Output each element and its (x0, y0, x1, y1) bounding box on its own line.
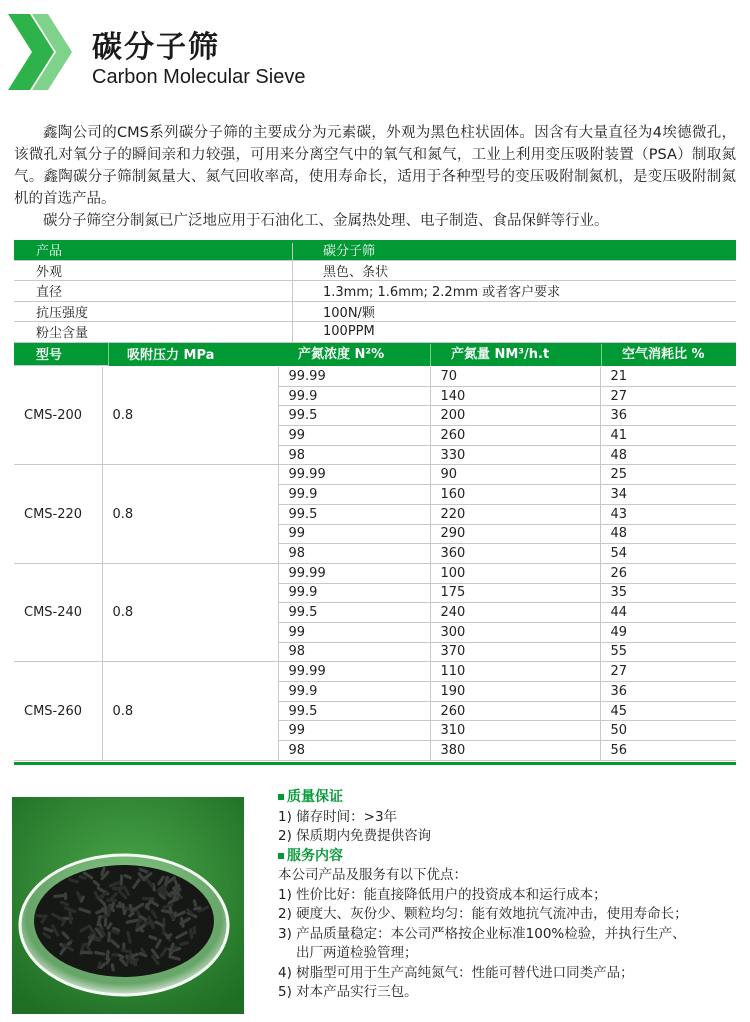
yield-cell: 260 (430, 426, 600, 446)
carbon-pellets-in-glass-dish-image (12, 797, 244, 1014)
info-side (278, 788, 740, 1003)
column-header-pressure: 吸附压力 MPa (109, 343, 737, 366)
spec-label: 抗压强度 (14, 301, 293, 322)
pellet-shape (193, 926, 196, 935)
column-header-model: 型号 (14, 343, 109, 366)
purity-cell: 99.5 (278, 504, 430, 524)
square-bullet-icon (278, 794, 284, 800)
purity-cell: 99.5 (278, 603, 430, 623)
air-ratio-cell: 34 (600, 485, 736, 505)
spec-row (14, 281, 736, 302)
purity-cell: 98 (278, 741, 430, 761)
air-ratio-cell: 21 (600, 367, 736, 386)
carbon-pellets-image (12, 797, 244, 1014)
data-table (14, 367, 736, 761)
air-ratio-cell: 45 (600, 701, 736, 721)
air-ratio-cell: 54 (600, 544, 736, 564)
yield-cell: 190 (430, 682, 600, 702)
table-row (14, 367, 736, 386)
column-header-air-ratio: 空气消耗比 % (622, 347, 705, 362)
spec-value: 100N/颗 (293, 301, 737, 322)
purity-cell: 99.9 (278, 583, 430, 603)
spec-row (14, 301, 736, 322)
service-item: 1) 性价比好：能直接降低用户的投资成本和运行成本； (278, 886, 607, 903)
spec-header-label: 产品 (14, 240, 293, 260)
yield-cell: 160 (430, 485, 600, 505)
pellet-shape (106, 899, 117, 902)
spec-label: 直径 (14, 281, 293, 302)
service-item: 2) 硬度大、灰份少、颗粒均匀：能有效地抗气流冲击，使用寿命长； (278, 906, 688, 922)
service-lead: 本公司产品及服务有以下优点： (278, 867, 467, 883)
air-ratio-cell: 27 (600, 386, 736, 406)
column-header-purity: 产氮浓度 N²% (278, 344, 431, 366)
yield-cell: 100 (430, 563, 600, 583)
service-section-title: 服务内容 (278, 847, 740, 867)
purity-cell: 99.9 (278, 682, 430, 702)
purity-cell: 99.99 (278, 563, 430, 583)
model-cell: CMS-240 (14, 563, 102, 661)
yield-cell: 260 (430, 701, 600, 721)
table-bottom-border (14, 762, 736, 765)
pressure-cell: 0.8 (102, 465, 278, 563)
purity-cell: 99.5 (278, 701, 430, 721)
model-cell: CMS-260 (14, 662, 102, 760)
spec-header-row (14, 240, 736, 260)
purity-cell: 98 (278, 544, 430, 564)
yield-cell: 90 (430, 465, 600, 485)
purity-cell: 98 (278, 642, 430, 662)
quality-section-title: 质量保证 (278, 788, 740, 808)
intro-text (14, 122, 736, 232)
yield-cell: 175 (430, 583, 600, 603)
yield-cell: 300 (430, 622, 600, 642)
air-ratio-cell: 48 (600, 445, 736, 465)
column-header-yield: 产氮量 NM³/h.t (431, 344, 602, 366)
pressure-cell: 0.8 (102, 367, 278, 465)
air-ratio-cell: 26 (600, 563, 736, 583)
purity-cell: 99.9 (278, 386, 430, 406)
table-header-right (278, 344, 736, 366)
purity-cell: 99 (278, 721, 430, 741)
table-row (14, 662, 736, 682)
yield-cell: 110 (430, 662, 600, 682)
spec-header-value: 碳分子筛 (293, 240, 737, 260)
air-ratio-cell: 49 (600, 622, 736, 642)
yield-cell: 220 (430, 504, 600, 524)
spec-value: 黑色、条状 (293, 260, 737, 281)
purity-cell: 99 (278, 524, 430, 544)
spec-row (14, 260, 736, 281)
pellet-shape (104, 918, 108, 927)
air-ratio-cell: 50 (600, 721, 736, 741)
yield-cell: 360 (430, 544, 600, 564)
pellet-shape (116, 904, 124, 908)
spec-label: 外观 (14, 260, 293, 281)
spec-row (14, 322, 736, 343)
pellet-shape (112, 887, 122, 891)
intro-paragraph-1: 鑫陶公司的CMS系列碳分子筛的主要成分为元素碳，外观为黑色柱状固体。因含有大量直径为4埃德微孔，该微孔对氧分子的瞬间亲和力较强，可用来分离空气中的氧气和氮气，工业上利用变压吸附装置（PSA）制取氮气。鑫陶碳分子筛制氮量大、氮气回收率高，使用寿命长，适用于各种型号的变压吸附制氮机，是变压吸附制氮机的首选产品。 (14, 125, 736, 207)
air-ratio-cell: 35 (600, 583, 736, 603)
air-ratio-cell: 27 (600, 662, 736, 682)
quality-item: 1) 储存时间：>3年 (278, 808, 398, 825)
purity-cell: 99.99 (278, 465, 430, 485)
pellet-shape (35, 914, 45, 918)
air-ratio-cell: 41 (600, 426, 736, 446)
purity-cell: 99 (278, 426, 430, 446)
model-cell: CMS-200 (14, 367, 102, 465)
air-ratio-cell: 36 (600, 682, 736, 702)
page-title: 碳分子筛 (92, 30, 220, 65)
header (0, 0, 750, 100)
yield-cell: 70 (430, 367, 600, 386)
air-ratio-cell: 25 (600, 465, 736, 485)
yield-cell: 330 (430, 445, 600, 465)
yield-cell: 140 (430, 386, 600, 406)
purity-cell: 98 (278, 445, 430, 465)
service-item: 5) 对本产品实行三包。 (278, 984, 418, 1000)
model-cell: CMS-220 (14, 465, 102, 563)
air-ratio-cell: 43 (600, 504, 736, 524)
spec-label: 粉尘含量 (14, 322, 293, 343)
purity-cell: 99.9 (278, 485, 430, 505)
air-ratio-cell: 56 (600, 741, 736, 761)
pressure-cell: 0.8 (102, 662, 278, 760)
page-subtitle: Carbon Molecular Sieve (92, 66, 306, 88)
table-row (14, 563, 736, 583)
air-ratio-cell: 55 (600, 642, 736, 662)
service-item-continued: 出厂两道检验管理； (296, 945, 418, 961)
pressure-cell: 0.8 (102, 563, 278, 661)
air-ratio-cell: 36 (600, 406, 736, 426)
service-item: 3) 产品质量稳定：本公司严格按企业标准100%检验，并执行生产、 (278, 925, 686, 942)
service-item: 4) 树脂型可用于生产高纯氮气：性能可替代进口同类产品； (278, 964, 634, 981)
purity-cell: 99.99 (278, 662, 430, 682)
purity-cell: 99.5 (278, 406, 430, 426)
air-ratio-cell: 44 (600, 603, 736, 623)
yield-cell: 290 (430, 524, 600, 544)
intro-paragraph-2: 碳分子筛空分制氮已广泛地应用于石油化工、金属热处理、电子制造、食品保鲜等行业。 (43, 213, 609, 229)
air-ratio-cell: 48 (600, 524, 736, 544)
quality-item: 2) 保质期内免费提供咨询 (278, 828, 432, 844)
yield-cell: 240 (430, 603, 600, 623)
square-bullet-icon (278, 853, 284, 859)
table-row (14, 465, 736, 485)
spec-value: 1.3mm; 1.6mm; 2.2mm 或者客户要求 (293, 281, 737, 302)
yield-cell: 310 (430, 721, 600, 741)
yield-cell: 200 (430, 406, 600, 426)
table-top-border (14, 240, 736, 243)
chevron-arrows-icon (8, 14, 78, 90)
purity-cell: 99 (278, 622, 430, 642)
spec-value: 100PPM (293, 322, 737, 343)
yield-cell: 370 (430, 642, 600, 662)
yield-cell: 380 (430, 741, 600, 761)
purity-cell: 99.99 (278, 367, 430, 386)
